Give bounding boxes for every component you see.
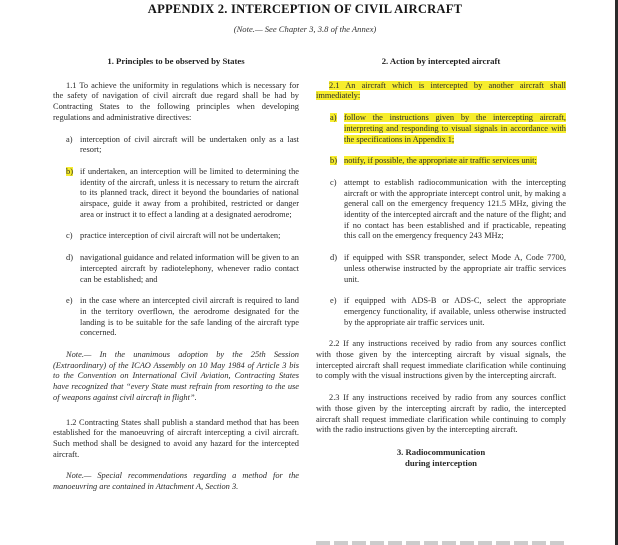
list-item	[53, 231, 299, 242]
item-marker-highlighted: b)	[330, 156, 337, 166]
item-marker: e)	[66, 296, 73, 306]
item-text: if equipped with ADS-B or ADS-C, select the appropriate emergency functionality, if available, unless otherwise instructed by the appropriate air traffic services unit.	[344, 296, 566, 327]
item-text: practice interception of civil aircraft will not be undertaken;	[80, 231, 281, 241]
list-item	[316, 296, 566, 328]
note-attachment-a: Note.— Special recommendations regarding a method for the manoeuvring are contained in Attachment A, Section 3.	[53, 471, 299, 492]
paragraph-2-1	[316, 81, 566, 102]
section-1-heading: 1. Principles to be observed by States	[107, 56, 245, 66]
paragraph-2-3: 2.3 If any instructions received by radio from any sources conflict with those given by the intercepting aircraft by radio, the intercepted aircraft shall request immediate clarification while continuing to comply with the radio instructions given by the intercepting aircraft.	[316, 393, 566, 435]
item-text: in the case where an intercepted civil aircraft is required to land in the territory overflown, the aerodrome designated for the landing is to be suitable for the safe landing of the aircraft type concerned.	[80, 296, 299, 338]
page-title: APPENDIX 2. INTERCEPTION OF CIVIL AIRCRAFT	[147, 2, 463, 16]
item-marker: a)	[66, 134, 73, 144]
item-text: if undertaken, an interception will be limited to determining the identity of the aircraft, unless it is necessary to return the aircraft to its planned track, direct it beyond the boundaries of national airspace, guide it away from a prohibited, restricted or danger area or instruct it to effect a landing at a designated aerodrome;	[80, 166, 299, 219]
item-marker-highlighted: b)	[66, 166, 73, 176]
item-text-highlighted: notify, if possible, the appropriate air traffic services unit;	[344, 156, 537, 166]
highlighted-text: 2.1 An aircraft which is intercepted by another aircraft shall immediately:	[316, 80, 566, 101]
section-3-heading-line-1: 3. Radiocommunication	[396, 446, 486, 457]
note-article-3-bis: Note.— In the unanimous adoption by the 25th Session (Extraordinary) of the ICAO Assembly on 10 May 1984 of Article 3 bis to the Convention on International Civil Aviation, Contracting States have recognized that “every State must refrain from resorting to the use of weapons against civil aircraft in flight”.	[53, 350, 299, 402]
item-marker: c)	[330, 177, 337, 187]
list-item	[53, 253, 299, 285]
item-marker-highlighted: a)	[330, 113, 337, 123]
item-text: navigational guidance and related information will be given to an intercepted aircraft by radiotelephony, whenever radio contact can be established; and	[80, 253, 299, 284]
paragraph-1-2: 1.2 Contracting States shall publish a standard method that has been established for the manoeuvring of aircraft intercepting a civil aircraft. Such method shall be designed to avoid any hazard for the intercepted aircraft.	[53, 417, 299, 459]
list-item	[316, 113, 566, 145]
page-subtitle: (Note.— See Chapter 3, 3.8 of the Annex)	[233, 24, 377, 34]
cropped-text-line	[316, 541, 566, 545]
list-item	[53, 296, 299, 339]
item-text: if equipped with SSR transponder, select Mode A, Code 7700, unless otherwise instructed by the appropriate air traffic services unit.	[344, 253, 566, 284]
paragraph-1-1: 1.1 To achieve the uniformity in regulations which is necessary for the safety of navigation of civil aircraft due regard shall be had by Contracting States to the following principles when developing regulations and administrative directives:	[53, 80, 299, 122]
section-3-heading-line-2: during interception	[405, 458, 477, 469]
item-text-highlighted: follow the instructions given by the intercepting aircraft, interpreting and responding to visual signals in accordance with the specifications in Appendix 1;	[344, 113, 566, 144]
list-item	[316, 178, 566, 242]
left-column	[53, 56, 299, 507]
section-2-heading: 2. Action by intercepted aircraft	[381, 56, 501, 66]
item-text: attempt to establish radiocommunication with the intercepting aircraft or with the appropriate intercept control unit, by making a general call on the emergency frequency 121.5 MHz, giving the identity of the intercepted aircraft and the nature of the flight; and if no contact has been established and if practicable, repeating this call on the emergency frequency 243 MHz;	[344, 177, 566, 241]
item-text: interception of civil aircraft will be undertaken only as a last resort;	[80, 134, 299, 155]
list-item	[316, 156, 566, 167]
item-marker: c)	[66, 231, 73, 241]
list-item	[53, 135, 299, 156]
list-item	[53, 167, 299, 221]
item-marker: d)	[66, 253, 73, 263]
item-marker: e)	[330, 296, 337, 306]
right-column	[316, 56, 566, 470]
list-item	[316, 253, 566, 285]
item-marker: d)	[330, 253, 337, 263]
paragraph-2-2: 2.2 If any instructions received by radio from any sources conflict with those given by the intercepting aircraft by visual signals, the intercepted aircraft shall request immediate clarification while continuing to comply with the visual instructions given by the intercepting aircraft.	[316, 339, 566, 381]
section-3-heading	[316, 447, 566, 470]
